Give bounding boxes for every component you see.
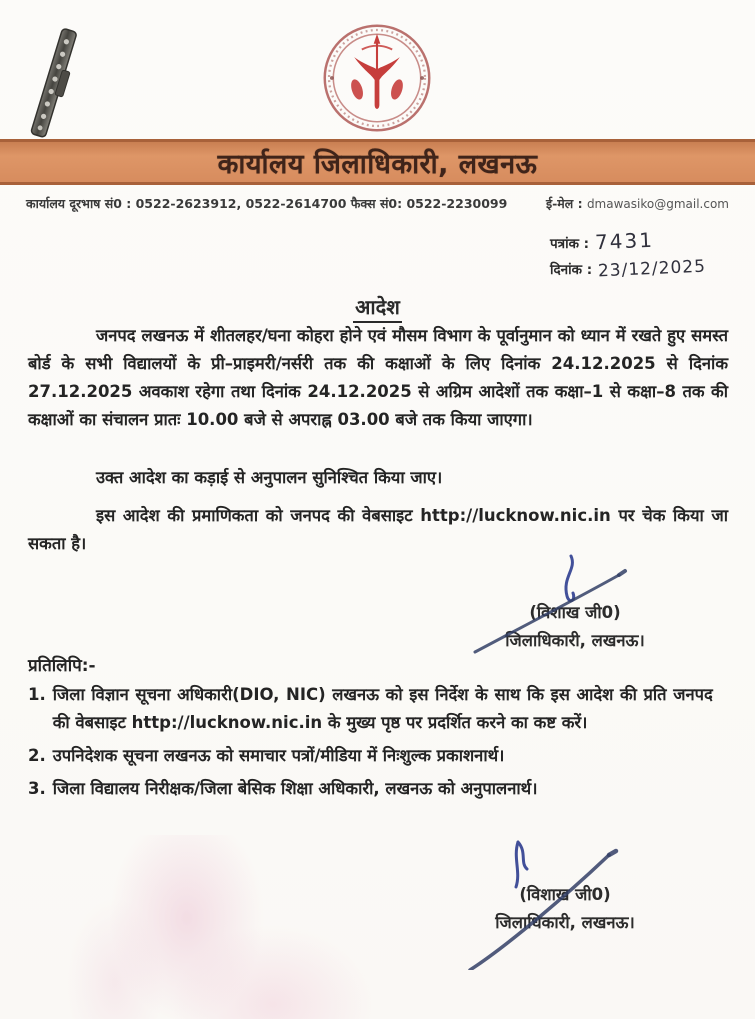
- office-title: कार्यालय जिलाधिकारी, लखनऊ: [217, 148, 538, 180]
- copy-item-3: [28, 775, 734, 803]
- order-paragraph-2: उक्त आदेश का कड़ाई से अनुपालन सुनिश्चित किया जाए।: [96, 468, 443, 487]
- staple-pin-image: [14, 22, 94, 142]
- letter-date-label: दिनांक :: [550, 262, 593, 278]
- letter-number-row: [550, 227, 740, 255]
- signatory-name: (विशाख जी0): [519, 885, 611, 904]
- signature-block-2: [400, 840, 730, 970]
- letter-date-row: [550, 256, 740, 282]
- letter-number-handwritten: 7431: [594, 227, 655, 255]
- copy-item-text: जिला विद्यालय निरीक्षक/जिला बेसिक शिक्षा अधिकारी, लखनऊ को अनुपालनार्थ।: [52, 779, 538, 798]
- email-label: ई-मेल :: [545, 196, 583, 211]
- order-heading: आदेश: [0, 284, 755, 322]
- signature-block-1: [420, 552, 730, 662]
- contact-row: [26, 195, 729, 212]
- order-paragraph-3: इस आदेश की प्रमाणिकता को जनपद की वेबसाइट http://lucknow.nic.in पर चेक किया जा सकता है।: [28, 506, 728, 553]
- email-line: [546, 195, 729, 212]
- copy-item-text: जिला विज्ञान सूचना अधिकारी(DIO, NIC) लखनऊ को इस निर्देश के साथ कि इस आदेश की प्रति जनपद की वेबसाइट http://lucknow.nic.in के मुख्य पृष्ठ पर प्रदर्शित करने का कष्ट करें।: [52, 685, 713, 732]
- phone-fax-line: कार्यालय दूरभाष सं0 : 0522-2623912, 0522-2614700 फैक्स सं0: 0522-2230099: [26, 196, 508, 211]
- copy-item-1: [28, 681, 734, 737]
- letter-meta-block: [550, 227, 740, 286]
- copy-item-text: उपनिदेशक सूचना लखनऊ को समाचार पत्रों/मीडिया में निःशुल्क प्रकाशनार्थ।: [52, 746, 505, 765]
- email-value: dmawasiko@gmail.com: [586, 197, 729, 211]
- signatory-designation: जिलाधिकारी, लखनऊ।: [505, 631, 645, 650]
- signatory-text: [400, 840, 730, 933]
- signatory-name: (विशाख जी0): [529, 603, 621, 622]
- scan-smudge-artifact: [50, 835, 410, 1019]
- copies-heading: प्रतिलिपि:-: [28, 656, 96, 676]
- office-title-banner: [0, 139, 755, 185]
- copy-item-number: 1.: [28, 685, 46, 704]
- order-paragraph-1: जनपद लखनऊ में शीतलहर/घना कोहरा होने एवं मौसम विभाग के पूर्वानुमान को ध्यान में रखते हुए समस्त बोर्ड के सभी विद्यालयों के प्री–प्राइमरी/नर्सरी तक की कक्षाओं के लिए दिनांक 24.12.2025 से दिनांक 27.12.2025 अवकाश रहेगा तथा दिनांक 24.12.2025 से अग्रिम आदेशों तक कक्षा–1 से कक्षा–8 तक की कक्षाओं का संचालन प्रातः 10.00 बजे से अपराह्न 03.00 बजे तक किया जाएगा।: [28, 326, 728, 429]
- copy-item-number: 3.: [28, 779, 46, 798]
- copy-item-2: [28, 742, 734, 770]
- copies-list: [28, 681, 734, 808]
- signatory-designation: जिलाधिकारी, लखनऊ।: [495, 913, 635, 932]
- copy-item-number: 2.: [28, 746, 46, 765]
- letter-number-label: पत्रांक :: [550, 236, 590, 252]
- signatory-text: [420, 552, 730, 651]
- up-government-emblem-icon: [320, 20, 434, 136]
- letter-date-handwritten: 23/12/2025: [597, 256, 707, 282]
